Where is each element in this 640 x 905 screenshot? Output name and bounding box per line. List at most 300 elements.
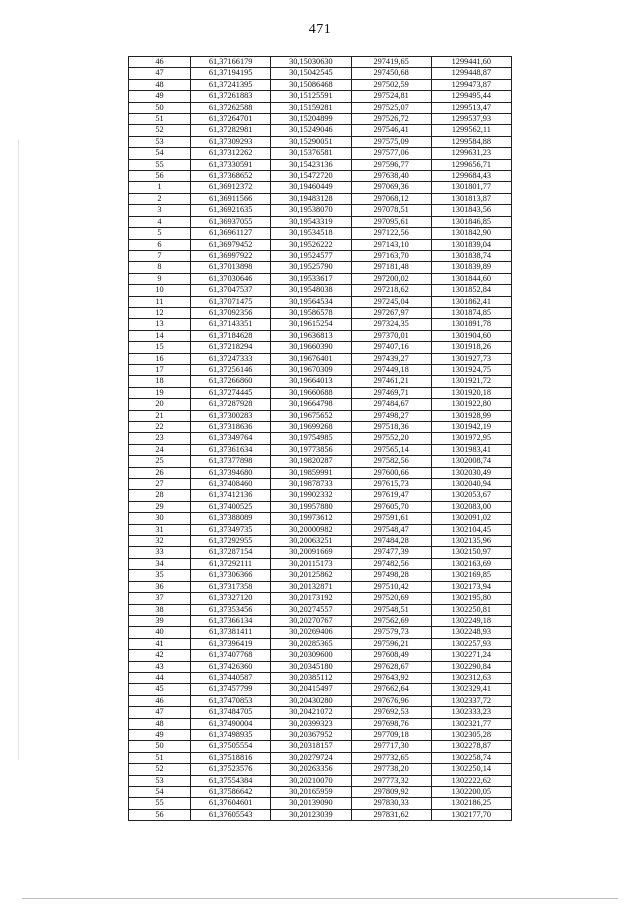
latitude-cell: 61,37318636 bbox=[191, 422, 271, 433]
latitude-cell: 61,37377898 bbox=[191, 456, 271, 467]
latitude-cell: 61,37266860 bbox=[191, 376, 271, 387]
table-row bbox=[129, 524, 512, 535]
table-row bbox=[129, 68, 512, 79]
x-coordinate-cell: 297605,70 bbox=[351, 501, 431, 512]
table-row bbox=[129, 330, 512, 341]
y-coordinate-cell: 1301852,84 bbox=[431, 285, 511, 296]
table-row bbox=[129, 250, 512, 261]
latitude-cell: 61,37523576 bbox=[191, 764, 271, 775]
y-coordinate-cell: 1299513,47 bbox=[431, 102, 511, 113]
point-number-cell: 24 bbox=[129, 444, 191, 455]
table-row bbox=[129, 752, 512, 763]
table-row bbox=[129, 148, 512, 159]
latitude-cell: 61,36912372 bbox=[191, 182, 271, 193]
latitude-cell: 61,37368652 bbox=[191, 171, 271, 182]
latitude-cell: 61,37366134 bbox=[191, 615, 271, 626]
point-number-cell: 16 bbox=[129, 353, 191, 364]
table-row bbox=[129, 593, 512, 604]
table-row bbox=[129, 558, 512, 569]
y-coordinate-cell: 1301839,04 bbox=[431, 239, 511, 250]
y-coordinate-cell: 1302329,41 bbox=[431, 684, 511, 695]
y-coordinate-cell: 1301922,80 bbox=[431, 399, 511, 410]
x-coordinate-cell: 297638,40 bbox=[351, 171, 431, 182]
x-coordinate-cell: 297078,51 bbox=[351, 205, 431, 216]
latitude-cell: 61,37287154 bbox=[191, 547, 271, 558]
longitude-cell: 30,15290051 bbox=[271, 136, 351, 147]
longitude-cell: 30,19902332 bbox=[271, 490, 351, 501]
latitude-cell: 61,37440587 bbox=[191, 672, 271, 683]
longitude-cell: 30,20274557 bbox=[271, 604, 351, 615]
x-coordinate-cell: 297450,68 bbox=[351, 68, 431, 79]
longitude-cell: 30,19754985 bbox=[271, 433, 351, 444]
point-number-cell: 36 bbox=[129, 581, 191, 592]
x-coordinate-cell: 297181,48 bbox=[351, 262, 431, 273]
table-row bbox=[129, 718, 512, 729]
longitude-cell: 30,19483128 bbox=[271, 193, 351, 204]
table-row bbox=[129, 604, 512, 615]
x-coordinate-cell: 297546,41 bbox=[351, 125, 431, 136]
x-coordinate-cell: 297245,04 bbox=[351, 296, 431, 307]
longitude-cell: 30,20132871 bbox=[271, 581, 351, 592]
point-number-cell: 27 bbox=[129, 479, 191, 490]
y-coordinate-cell: 1302290,84 bbox=[431, 661, 511, 672]
x-coordinate-cell: 297619,47 bbox=[351, 490, 431, 501]
latitude-cell: 61,37247333 bbox=[191, 353, 271, 364]
table-row bbox=[129, 410, 512, 421]
y-coordinate-cell: 1302249,18 bbox=[431, 615, 511, 626]
x-coordinate-cell: 297548,51 bbox=[351, 604, 431, 615]
latitude-cell: 61,37498935 bbox=[191, 729, 271, 740]
point-number-cell: 15 bbox=[129, 342, 191, 353]
table-row bbox=[129, 536, 512, 547]
y-coordinate-cell: 1301942,19 bbox=[431, 422, 511, 433]
latitude-cell: 61,37166179 bbox=[191, 57, 271, 68]
table-row bbox=[129, 650, 512, 661]
longitude-cell: 30,19615254 bbox=[271, 319, 351, 330]
table-row bbox=[129, 262, 512, 273]
longitude-cell: 30,15376581 bbox=[271, 148, 351, 159]
x-coordinate-cell: 297596,21 bbox=[351, 638, 431, 649]
x-coordinate-cell: 297596,77 bbox=[351, 159, 431, 170]
point-number-cell: 47 bbox=[129, 68, 191, 79]
y-coordinate-cell: 1302337,72 bbox=[431, 695, 511, 706]
latitude-cell: 61,37218294 bbox=[191, 342, 271, 353]
latitude-cell: 61,37047537 bbox=[191, 285, 271, 296]
y-coordinate-cell: 1299631,23 bbox=[431, 148, 511, 159]
longitude-cell: 30,15472720 bbox=[271, 171, 351, 182]
y-coordinate-cell: 1301842,90 bbox=[431, 228, 511, 239]
latitude-cell: 61,37241395 bbox=[191, 79, 271, 90]
x-coordinate-cell: 297069,36 bbox=[351, 182, 431, 193]
longitude-cell: 30,19538070 bbox=[271, 205, 351, 216]
table-row bbox=[129, 376, 512, 387]
x-coordinate-cell: 297709,18 bbox=[351, 729, 431, 740]
table-row bbox=[129, 79, 512, 90]
longitude-cell: 30,19636813 bbox=[271, 330, 351, 341]
x-coordinate-cell: 297218,62 bbox=[351, 285, 431, 296]
latitude-cell: 61,37309293 bbox=[191, 136, 271, 147]
latitude-cell: 61,37412136 bbox=[191, 490, 271, 501]
y-coordinate-cell: 1302008,74 bbox=[431, 456, 511, 467]
point-number-cell: 19 bbox=[129, 387, 191, 398]
latitude-cell: 61,37457799 bbox=[191, 684, 271, 695]
x-coordinate-cell: 297370,01 bbox=[351, 330, 431, 341]
x-coordinate-cell: 297575,09 bbox=[351, 136, 431, 147]
longitude-cell: 30,19670309 bbox=[271, 364, 351, 375]
longitude-cell: 30,15249046 bbox=[271, 125, 351, 136]
latitude-cell: 61,37317358 bbox=[191, 581, 271, 592]
table-row bbox=[129, 798, 512, 809]
latitude-cell: 61,37484705 bbox=[191, 707, 271, 718]
table-row bbox=[129, 273, 512, 284]
x-coordinate-cell: 297525,07 bbox=[351, 102, 431, 113]
longitude-cell: 30,19543319 bbox=[271, 216, 351, 227]
y-coordinate-cell: 1299562,11 bbox=[431, 125, 511, 136]
point-number-cell: 41 bbox=[129, 638, 191, 649]
x-coordinate-cell: 297548,47 bbox=[351, 524, 431, 535]
y-coordinate-cell: 1302257,93 bbox=[431, 638, 511, 649]
point-number-cell: 50 bbox=[129, 741, 191, 752]
latitude-cell: 61,37194195 bbox=[191, 68, 271, 79]
point-number-cell: 26 bbox=[129, 467, 191, 478]
latitude-cell: 61,37013898 bbox=[191, 262, 271, 273]
table-row bbox=[129, 205, 512, 216]
y-coordinate-cell: 1301928,99 bbox=[431, 410, 511, 421]
y-coordinate-cell: 1299684,43 bbox=[431, 171, 511, 182]
x-coordinate-cell: 297562,69 bbox=[351, 615, 431, 626]
latitude-cell: 61,37312262 bbox=[191, 148, 271, 159]
longitude-cell: 30,20385112 bbox=[271, 672, 351, 683]
x-coordinate-cell: 297831,62 bbox=[351, 809, 431, 820]
x-coordinate-cell: 297582,56 bbox=[351, 456, 431, 467]
x-coordinate-cell: 297615,73 bbox=[351, 479, 431, 490]
y-coordinate-cell: 1302173,94 bbox=[431, 581, 511, 592]
y-coordinate-cell: 1301972,95 bbox=[431, 433, 511, 444]
table-row bbox=[129, 342, 512, 353]
latitude-cell: 61,37505554 bbox=[191, 741, 271, 752]
point-number-cell: 43 bbox=[129, 661, 191, 672]
x-coordinate-cell: 297600,66 bbox=[351, 467, 431, 478]
point-number-cell: 53 bbox=[129, 775, 191, 786]
point-number-cell: 51 bbox=[129, 752, 191, 763]
point-number-cell: 3 bbox=[129, 205, 191, 216]
y-coordinate-cell: 1301843,56 bbox=[431, 205, 511, 216]
longitude-cell: 30,20415497 bbox=[271, 684, 351, 695]
longitude-cell: 30,20263356 bbox=[271, 764, 351, 775]
latitude-cell: 61,37518816 bbox=[191, 752, 271, 763]
y-coordinate-cell: 1302030,49 bbox=[431, 467, 511, 478]
table-row bbox=[129, 125, 512, 136]
x-coordinate-cell: 297469,71 bbox=[351, 387, 431, 398]
y-coordinate-cell: 1302278,87 bbox=[431, 741, 511, 752]
table-row bbox=[129, 638, 512, 649]
table-row bbox=[129, 764, 512, 775]
latitude-cell: 61,37470853 bbox=[191, 695, 271, 706]
x-coordinate-cell: 297628,67 bbox=[351, 661, 431, 672]
table-row bbox=[129, 285, 512, 296]
y-coordinate-cell: 1299495,44 bbox=[431, 91, 511, 102]
x-coordinate-cell: 297773,32 bbox=[351, 775, 431, 786]
y-coordinate-cell: 1301846,85 bbox=[431, 216, 511, 227]
x-coordinate-cell: 297662,64 bbox=[351, 684, 431, 695]
table-row bbox=[129, 102, 512, 113]
latitude-cell: 61,37274445 bbox=[191, 387, 271, 398]
longitude-cell: 30,19820287 bbox=[271, 456, 351, 467]
point-number-cell: 40 bbox=[129, 627, 191, 638]
latitude-cell: 61,37300283 bbox=[191, 410, 271, 421]
point-number-cell: 9 bbox=[129, 273, 191, 284]
y-coordinate-cell: 1301801,77 bbox=[431, 182, 511, 193]
table-row bbox=[129, 136, 512, 147]
table-row bbox=[129, 581, 512, 592]
table-row bbox=[129, 307, 512, 318]
y-coordinate-cell: 1302135,96 bbox=[431, 536, 511, 547]
table-row bbox=[129, 809, 512, 820]
point-number-cell: 55 bbox=[129, 798, 191, 809]
y-coordinate-cell: 1299473,87 bbox=[431, 79, 511, 90]
latitude-cell: 61,37282981 bbox=[191, 125, 271, 136]
latitude-cell: 61,37184628 bbox=[191, 330, 271, 341]
point-number-cell: 56 bbox=[129, 809, 191, 820]
point-number-cell: 8 bbox=[129, 262, 191, 273]
y-coordinate-cell: 1301927,73 bbox=[431, 353, 511, 364]
point-number-cell: 34 bbox=[129, 558, 191, 569]
longitude-cell: 30,19660688 bbox=[271, 387, 351, 398]
longitude-cell: 30,19675652 bbox=[271, 410, 351, 421]
longitude-cell: 30,20285365 bbox=[271, 638, 351, 649]
x-coordinate-cell: 297579,73 bbox=[351, 627, 431, 638]
longitude-cell: 30,15030630 bbox=[271, 57, 351, 68]
point-number-cell: 13 bbox=[129, 319, 191, 330]
longitude-cell: 30,20345180 bbox=[271, 661, 351, 672]
x-coordinate-cell: 297565,14 bbox=[351, 444, 431, 455]
y-coordinate-cell: 1302091,02 bbox=[431, 513, 511, 524]
x-coordinate-cell: 297524,81 bbox=[351, 91, 431, 102]
latitude-cell: 61,36937055 bbox=[191, 216, 271, 227]
y-coordinate-cell: 1301844,60 bbox=[431, 273, 511, 284]
point-number-cell: 45 bbox=[129, 684, 191, 695]
table-row bbox=[129, 364, 512, 375]
y-coordinate-cell: 1301838,74 bbox=[431, 250, 511, 261]
longitude-cell: 30,19699268 bbox=[271, 422, 351, 433]
point-number-cell: 54 bbox=[129, 148, 191, 159]
x-coordinate-cell: 297449,18 bbox=[351, 364, 431, 375]
longitude-cell: 30,20318157 bbox=[271, 741, 351, 752]
y-coordinate-cell: 1301862,41 bbox=[431, 296, 511, 307]
table-row bbox=[129, 159, 512, 170]
latitude-cell: 61,37071475 bbox=[191, 296, 271, 307]
point-number-cell: 52 bbox=[129, 764, 191, 775]
x-coordinate-cell: 297738,20 bbox=[351, 764, 431, 775]
longitude-cell: 30,20270767 bbox=[271, 615, 351, 626]
x-coordinate-cell: 297717,30 bbox=[351, 741, 431, 752]
y-coordinate-cell: 1302305,28 bbox=[431, 729, 511, 740]
point-number-cell: 32 bbox=[129, 536, 191, 547]
y-coordinate-cell: 1301921,72 bbox=[431, 376, 511, 387]
y-coordinate-cell: 1302248,93 bbox=[431, 627, 511, 638]
longitude-cell: 30,19957880 bbox=[271, 501, 351, 512]
x-coordinate-cell: 297407,16 bbox=[351, 342, 431, 353]
latitude-cell: 61,37327120 bbox=[191, 593, 271, 604]
point-number-cell: 49 bbox=[129, 91, 191, 102]
point-number-cell: 12 bbox=[129, 307, 191, 318]
latitude-cell: 61,37605543 bbox=[191, 809, 271, 820]
y-coordinate-cell: 1302321,77 bbox=[431, 718, 511, 729]
table-row bbox=[129, 707, 512, 718]
x-coordinate-cell: 297482,56 bbox=[351, 558, 431, 569]
point-number-cell: 22 bbox=[129, 422, 191, 433]
longitude-cell: 30,20421072 bbox=[271, 707, 351, 718]
latitude-cell: 61,37330591 bbox=[191, 159, 271, 170]
latitude-cell: 61,37092356 bbox=[191, 307, 271, 318]
point-number-cell: 46 bbox=[129, 695, 191, 706]
x-coordinate-cell: 297830,33 bbox=[351, 798, 431, 809]
longitude-cell: 30,19525790 bbox=[271, 262, 351, 273]
point-number-cell: 39 bbox=[129, 615, 191, 626]
y-coordinate-cell: 1301813,87 bbox=[431, 193, 511, 204]
latitude-cell: 61,37554384 bbox=[191, 775, 271, 786]
y-coordinate-cell: 1302083,00 bbox=[431, 501, 511, 512]
latitude-cell: 61,37292955 bbox=[191, 536, 271, 547]
table-row bbox=[129, 661, 512, 672]
latitude-cell: 61,37353456 bbox=[191, 604, 271, 615]
x-coordinate-cell: 297324,35 bbox=[351, 319, 431, 330]
latitude-cell: 61,37262588 bbox=[191, 102, 271, 113]
table-row bbox=[129, 729, 512, 740]
longitude-cell: 30,19664798 bbox=[271, 399, 351, 410]
table-row bbox=[129, 239, 512, 250]
latitude-cell: 61,37396419 bbox=[191, 638, 271, 649]
point-number-cell: 54 bbox=[129, 787, 191, 798]
table-row bbox=[129, 387, 512, 398]
y-coordinate-cell: 1299448,87 bbox=[431, 68, 511, 79]
table-row bbox=[129, 775, 512, 786]
x-coordinate-cell: 297502,59 bbox=[351, 79, 431, 90]
table-row bbox=[129, 399, 512, 410]
y-coordinate-cell: 1302258,74 bbox=[431, 752, 511, 763]
point-number-cell: 51 bbox=[129, 114, 191, 125]
latitude-cell: 61,37361634 bbox=[191, 444, 271, 455]
longitude-cell: 30,19859991 bbox=[271, 467, 351, 478]
point-number-cell: 52 bbox=[129, 125, 191, 136]
latitude-cell: 61,37381411 bbox=[191, 627, 271, 638]
latitude-cell: 61,37287928 bbox=[191, 399, 271, 410]
table-row bbox=[129, 296, 512, 307]
longitude-cell: 30,19534518 bbox=[271, 228, 351, 239]
longitude-cell: 30,20125862 bbox=[271, 570, 351, 581]
longitude-cell: 30,15086468 bbox=[271, 79, 351, 90]
x-coordinate-cell: 297809,92 bbox=[351, 787, 431, 798]
longitude-cell: 30,20165959 bbox=[271, 787, 351, 798]
y-coordinate-cell: 1301904,60 bbox=[431, 330, 511, 341]
longitude-cell: 30,20091669 bbox=[271, 547, 351, 558]
y-coordinate-cell: 1302186,25 bbox=[431, 798, 511, 809]
table-row bbox=[129, 501, 512, 512]
x-coordinate-cell: 297608,49 bbox=[351, 650, 431, 661]
x-coordinate-cell: 297498,27 bbox=[351, 410, 431, 421]
x-coordinate-cell: 297095,61 bbox=[351, 216, 431, 227]
point-number-cell: 31 bbox=[129, 524, 191, 535]
x-coordinate-cell: 297692,53 bbox=[351, 707, 431, 718]
longitude-cell: 30,15159281 bbox=[271, 102, 351, 113]
longitude-cell: 30,15042545 bbox=[271, 68, 351, 79]
latitude-cell: 61,37426360 bbox=[191, 661, 271, 672]
x-coordinate-cell: 297498,28 bbox=[351, 570, 431, 581]
point-number-cell: 20 bbox=[129, 399, 191, 410]
longitude-cell: 30,20173192 bbox=[271, 593, 351, 604]
x-coordinate-cell: 297439,27 bbox=[351, 353, 431, 364]
x-coordinate-cell: 297591,61 bbox=[351, 513, 431, 524]
point-number-cell: 55 bbox=[129, 159, 191, 170]
table-row bbox=[129, 422, 512, 433]
y-coordinate-cell: 1301874,85 bbox=[431, 307, 511, 318]
point-number-cell: 48 bbox=[129, 718, 191, 729]
longitude-cell: 30,19676401 bbox=[271, 353, 351, 364]
x-coordinate-cell: 297200,02 bbox=[351, 273, 431, 284]
latitude-cell: 61,37349735 bbox=[191, 524, 271, 535]
latitude-cell: 61,37407768 bbox=[191, 650, 271, 661]
scan-edge-line bbox=[18, 140, 19, 760]
latitude-cell: 61,37586642 bbox=[191, 787, 271, 798]
point-number-cell: 49 bbox=[129, 729, 191, 740]
table-row bbox=[129, 513, 512, 524]
table-row bbox=[129, 114, 512, 125]
point-number-cell: 17 bbox=[129, 364, 191, 375]
point-number-cell: 7 bbox=[129, 250, 191, 261]
table-row bbox=[129, 444, 512, 455]
x-coordinate-cell: 297484,67 bbox=[351, 399, 431, 410]
table-row bbox=[129, 456, 512, 467]
point-number-cell: 50 bbox=[129, 102, 191, 113]
y-coordinate-cell: 1299656,71 bbox=[431, 159, 511, 170]
longitude-cell: 30,20139090 bbox=[271, 798, 351, 809]
table-row bbox=[129, 570, 512, 581]
longitude-cell: 30,19586578 bbox=[271, 307, 351, 318]
table-row bbox=[129, 547, 512, 558]
y-coordinate-cell: 1302053,67 bbox=[431, 490, 511, 501]
table-row bbox=[129, 171, 512, 182]
table-row bbox=[129, 216, 512, 227]
point-number-cell: 42 bbox=[129, 650, 191, 661]
y-coordinate-cell: 1302195,80 bbox=[431, 593, 511, 604]
table-row bbox=[129, 319, 512, 330]
point-number-cell: 6 bbox=[129, 239, 191, 250]
latitude-cell: 61,37030646 bbox=[191, 273, 271, 284]
latitude-cell: 61,37388089 bbox=[191, 513, 271, 524]
longitude-cell: 30,20309600 bbox=[271, 650, 351, 661]
y-coordinate-cell: 1299441,60 bbox=[431, 57, 511, 68]
point-number-cell: 48 bbox=[129, 79, 191, 90]
point-number-cell: 56 bbox=[129, 171, 191, 182]
y-coordinate-cell: 1301983,41 bbox=[431, 444, 511, 455]
table-row bbox=[129, 787, 512, 798]
y-coordinate-cell: 1301924,75 bbox=[431, 364, 511, 375]
longitude-cell: 30,19973612 bbox=[271, 513, 351, 524]
y-coordinate-cell: 1302312,63 bbox=[431, 672, 511, 683]
page-number: 471 bbox=[308, 22, 332, 37]
point-number-cell: 21 bbox=[129, 410, 191, 421]
latitude-cell: 61,37261883 bbox=[191, 91, 271, 102]
point-number-cell: 35 bbox=[129, 570, 191, 581]
x-coordinate-cell: 297419,65 bbox=[351, 57, 431, 68]
latitude-cell: 61,37400525 bbox=[191, 501, 271, 512]
point-number-cell: 37 bbox=[129, 593, 191, 604]
point-number-cell: 46 bbox=[129, 57, 191, 68]
point-number-cell: 33 bbox=[129, 547, 191, 558]
longitude-cell: 30,20279724 bbox=[271, 752, 351, 763]
latitude-cell: 61,36979452 bbox=[191, 239, 271, 250]
y-coordinate-cell: 1302169,85 bbox=[431, 570, 511, 581]
